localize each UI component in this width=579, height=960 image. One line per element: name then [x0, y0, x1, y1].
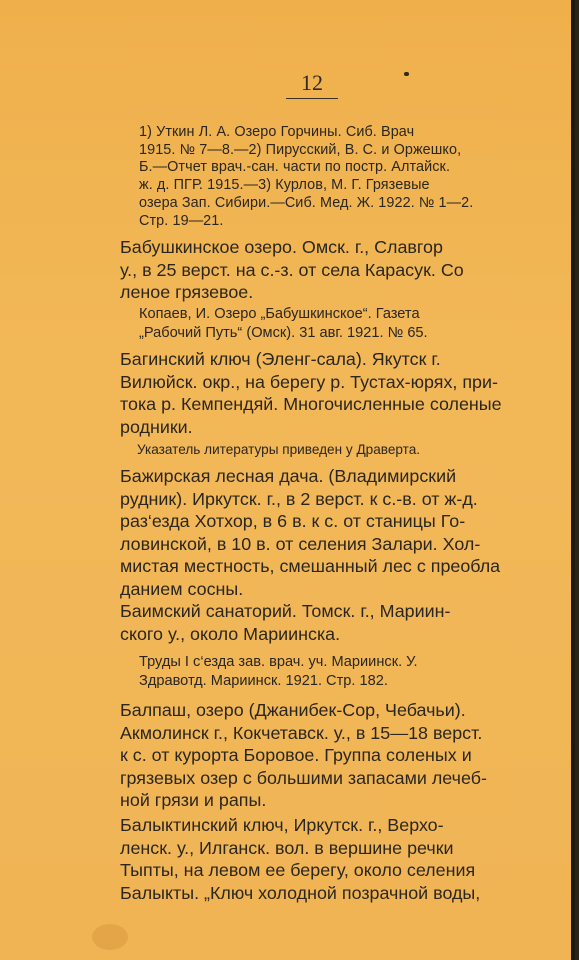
- entry-heading-line: Багинский ключ (Эленг-сала). Якутск г.: [120, 349, 441, 369]
- text-line: ского у., около Мариинска.: [120, 623, 341, 644]
- text-line: грязевых озер с большими запасами лечеб-: [120, 767, 487, 788]
- text-line: ловинской, в 10 в. от селения Залари. Хол-: [120, 533, 481, 554]
- entry-heading-line: Бажирская лесная дача. (Владимирский: [120, 466, 457, 486]
- text-line: Труды I с‘езда зав. врач. уч. Мариинск. У.: [139, 654, 418, 670]
- page-number: 12: [286, 70, 338, 99]
- text-line: озера Зап. Сибири.—Сиб. Мед. Ж. 1922. № 1—2.: [139, 194, 474, 211]
- entry-heading-line: Бабушкинское озеро. Омск. г., Славгор: [120, 237, 443, 257]
- entry-baginsky: [120, 348, 540, 438]
- text-line: Копаев, И. Озеро „Бабушкинское“. Газета: [139, 306, 420, 322]
- footnote-references: [139, 124, 539, 230]
- text-line: данием сосны.: [120, 578, 244, 599]
- text-line: Тыпты, на левом ее берегу, около селения: [120, 860, 476, 880]
- text-line: у., в 25 верст. на с.-з. от села Карасук. Со: [120, 259, 464, 280]
- entry-balpash: [120, 699, 540, 812]
- ink-speck: [404, 72, 409, 76]
- text-line: ной грязи и рапы.: [120, 790, 267, 810]
- entry-baimsky: [120, 600, 540, 645]
- text-line: ж. д. ПГР. 1915.—3) Курлов, М. Г. Грязевые: [139, 177, 430, 194]
- text-line: ленск. у., Илганск. вол. в вершине речки: [120, 837, 454, 858]
- text-line: леное грязевое.: [120, 282, 254, 302]
- text-line: 1) Уткин Л. А. Озеро Горчины. Сиб. Врач: [139, 124, 415, 140]
- entry-heading-line: Баимский санаторий. Томск. г., Мариин-: [120, 601, 451, 621]
- page-edge-shadow: [571, 0, 575, 960]
- text-line: Акмолинск г., Кокчетавск. у., в 15—18 верст.: [120, 722, 483, 743]
- entry-heading-line: Балпаш, озеро (Джанибек-Сор, Чебачьи).: [120, 700, 466, 720]
- text-line: рудник). Иркутск. г., в 2 верст. к с.-в. от ж-д.: [120, 488, 478, 509]
- text-line: Здравотд. Мариинск. 1921. Стр. 182.: [139, 673, 388, 689]
- text-line: тока р. Кемпендяй. Многочисленные соленые: [120, 394, 502, 414]
- text-line: Стр. 19—21.: [139, 212, 224, 229]
- text-line: Вилюйск. окр., на берегу р. Тустах-юрях, при-: [120, 371, 498, 392]
- entry-balyktinsky: [120, 814, 540, 904]
- reference-babushkinskoe: [139, 305, 539, 343]
- text-line: к с. от курорта Боровое. Группа соленых и: [120, 745, 472, 765]
- text-line: раз‘езда Хотхор, в 6 в. к с. от станицы Го-: [120, 511, 466, 531]
- entry-heading-line: Балыктинский ключ, Иркутск. г., Верхо-: [120, 815, 444, 835]
- text-line: Б.—Отчет врач.-сан. части по постр. Алтайск.: [139, 159, 451, 176]
- text-line: родники.: [120, 416, 193, 437]
- note-baginsky: [137, 441, 537, 458]
- entry-babushkinskoe: [120, 236, 540, 304]
- text-line: 1915. № 7—8.—2) Пирусский, В. С. и Оржешко,: [139, 141, 462, 158]
- text-line: Балыкты. „Ключ холодной позрачной воды,: [120, 882, 481, 903]
- text-line: Указатель литературы приведен у Драверта.: [137, 442, 421, 457]
- entry-bazhirskaya: [120, 465, 540, 600]
- text-line: мистая местность, смешанный лес с преобла: [120, 556, 501, 576]
- paper-stain: [92, 924, 128, 950]
- reference-baimsky: [139, 653, 539, 691]
- text-line: „Рабочий Путь“ (Омск). 31 авг. 1921. № 65.: [139, 325, 428, 341]
